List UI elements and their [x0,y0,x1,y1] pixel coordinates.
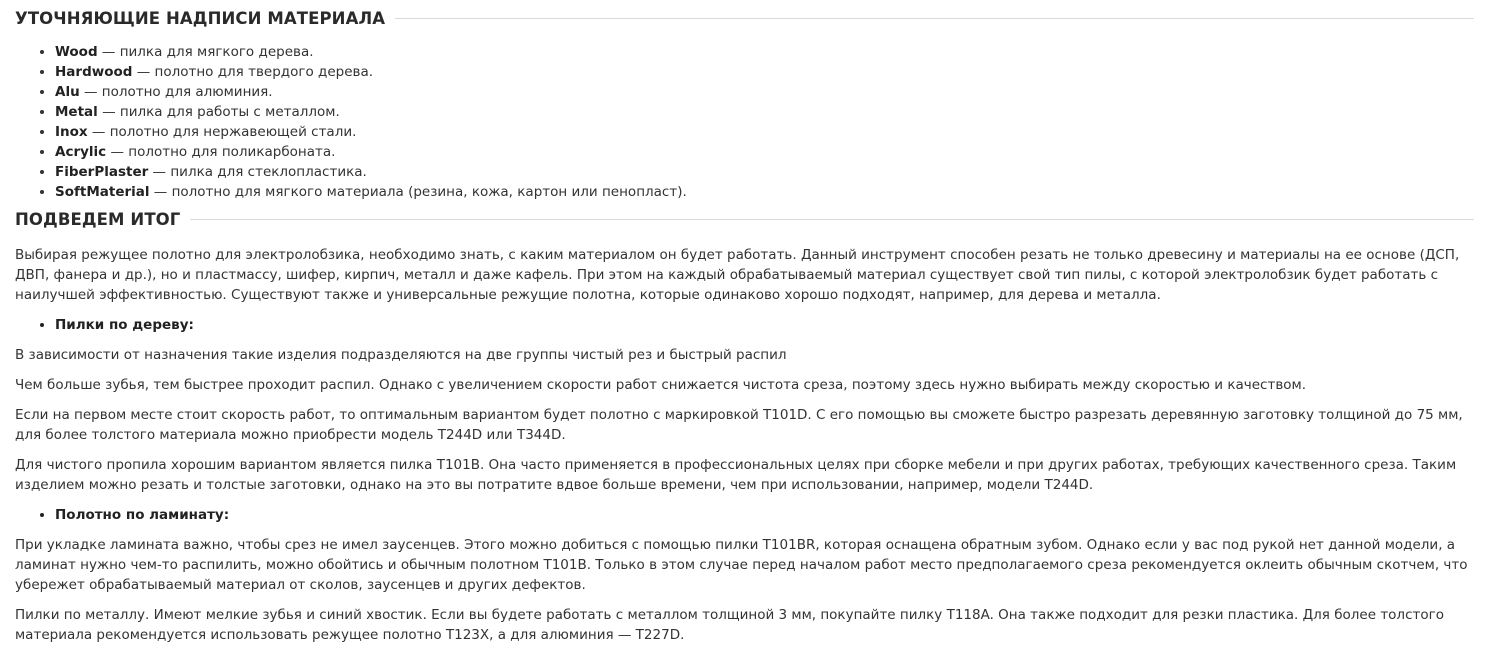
list-item [55,62,1474,82]
laminate-subheading: • Полотно по ламинату: [55,505,1474,525]
wood-paragraph-groups: В зависимости от назначения такие изделия подразделяются на две группы чистый рез и быстрый распил [15,347,787,363]
wood-subheading: • Пилки по дереву: [55,315,1474,335]
section-heading-summary [15,209,1474,229]
article [0,8,1489,645]
summary-intro-paragraph: Выбирая режущее полотно для электролобзика, необходимо знать, с каким материалом он будет работать. Данный инструмент способен резать не только древесину и материалы на ее основе (ДСП, ДВП, фанера и др.), но и пластмассу, шифер, кирпич, металл и даже кафель. При этом на каждый обрабатываемый материал существует свой тип пилы, с которой электролобзик будет работать с наилучшей эффективностью. Существуют также и универсальные режущие полотна, которые одинаково хорошо подходят, например, для дерева и металла. [15,247,1460,303]
wood-paragraph-speed: Если на первом месте стоит скорость работ, то оптимальным вариантом будет полотно с маркировкой T101D. С его помощью вы сможете быстро разрезать деревянную заготовку толщиной до 75 мм, для более толстого материала можно приобрести модель T244D или T344D. [15,407,1463,443]
section-heading-text: ПОДВЕДЕМ ИТОГ [15,209,181,229]
list-item [55,102,1474,122]
material-desc: — полотно для твердого дерева. [132,64,374,80]
material-term: Wood [55,44,98,60]
section-heading-material-labels [15,8,1474,28]
material-term: FiberPlaster [55,164,149,180]
heading-divider [190,219,1474,220]
metal-paragraph: Пилки по металлу. Имеют мелкие зубья и синий хвостик. Если вы будете работать с металлом толщиной 3 мм, покупайте пилку T118A. Она также подходит для резки пластика. Для более толстого материала рекомендуется использовать режущее полотно T123X, а для алюминия — T227D. [15,607,1444,643]
material-term: Alu [55,84,80,100]
wood-paragraph-clean-cut: Для чистого пропила хорошим вариантом является пилка T101B. Она часто применяется в профессиональных целях при сборке мебели и при других работах, требующих качественного среза. Таким изделием можно резать и толстые заготовки, однако на это вы потратите вдвое больше времени, чем при использовании, например, модели T244D. [15,457,1457,493]
material-term: Hardwood [55,64,133,80]
list-item [55,122,1474,142]
list-item [55,82,1474,102]
material-term: SoftMaterial [55,184,150,200]
material-desc: — пилка для мягкого дерева. [97,44,314,60]
section-heading-text: УТОЧНЯЮЩИЕ НАДПИСИ МАТЕРИАЛА [15,8,386,28]
wood-paragraph-teeth: Чем больше зубья, тем быстрее проходит распил. Однако с увеличением скорости работ снижается чистота среза, поэтому здесь нужно выбирать между скоростью и качеством. [15,377,1307,393]
heading-divider [395,18,1474,19]
material-desc: — полотно для мягкого материала (резина, кожа, картон или пенопласт). [149,184,687,200]
list-item [55,142,1474,162]
material-term: Metal [55,104,98,120]
material-desc: — пилка для работы с металлом. [97,104,340,120]
material-desc: — полотно для алюминия. [79,84,273,100]
list-item [55,182,1474,202]
material-term: Acrylic [55,144,107,160]
list-item [55,162,1474,182]
material-label-list [15,42,1474,202]
material-desc: — полотно для нержавеющей стали. [87,124,357,140]
wood-subheading-list [15,315,1474,335]
laminate-subheading-list [15,505,1474,525]
list-item [55,42,1474,62]
material-term: Inox [55,124,88,140]
material-desc: — пилка для стеклопластика. [148,164,367,180]
laminate-paragraph: При укладке ламината важно, чтобы срез не имел заусенцев. Этого можно добиться с помощью пилки T101BR, которая оснащена обратным зубом. Однако если у вас под рукой нет данной модели, а ламинат нужно чем-то распилить, можно обойтись и обычным полотном T101B. Только в этом случае перед началом работ место предполагаемого среза рекомендуется оклеить обычным скотчем, что убережет обрабатываемый материал от сколов, заусенцев и других дефектов. [15,537,1468,593]
material-desc: — полотно для поликарбоната. [106,144,336,160]
